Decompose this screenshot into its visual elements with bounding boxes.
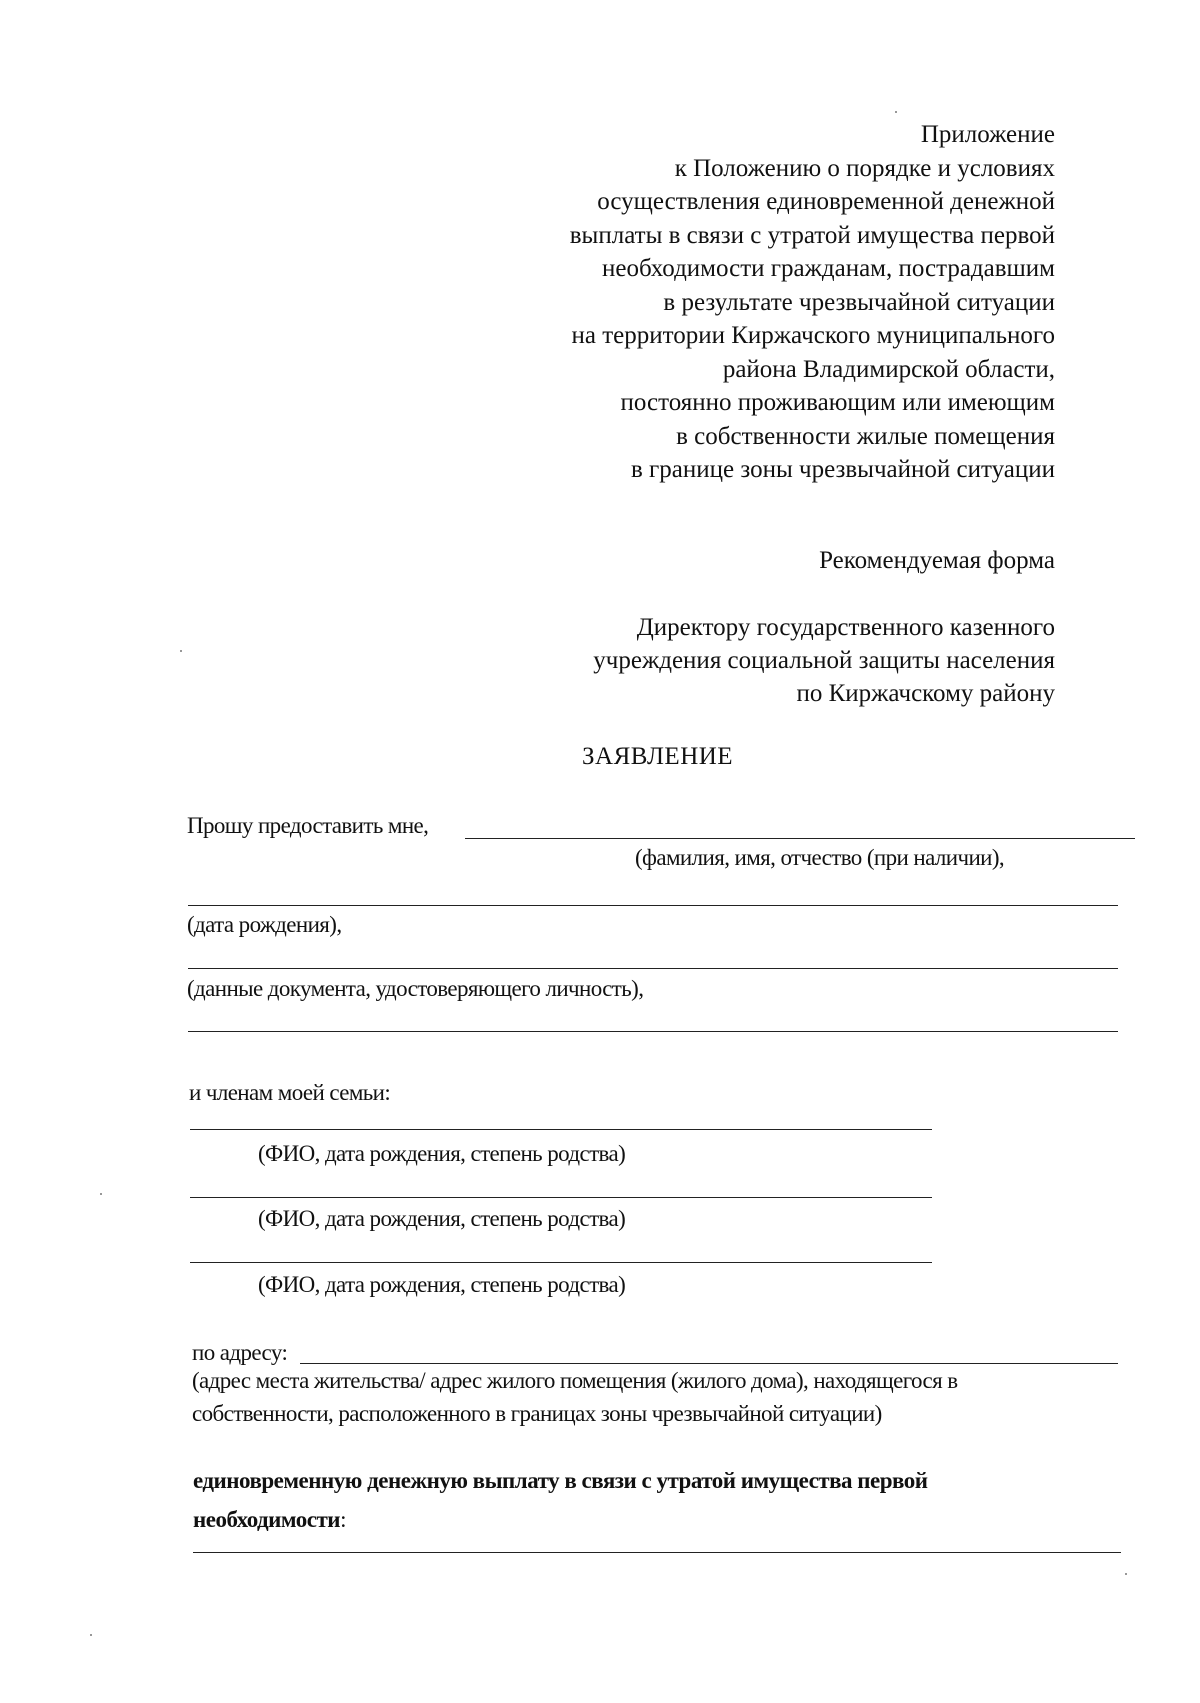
appendix-line: к Положению о порядке и условиях (674, 154, 1055, 182)
payment-text-line-1: единовременную денежную выплату в связи с утратой имущества первой (193, 1468, 928, 1493)
id-document-input-line-2[interactable] (188, 1031, 1118, 1032)
id-document-input-line[interactable] (188, 968, 1118, 969)
appendix-line: выплаты в связи с утратой имущества первой (569, 221, 1055, 249)
id-document-hint: (данные документа, удостоверяющего личность), (187, 976, 644, 1001)
payment-colon: : (340, 1507, 346, 1532)
fio-input-line[interactable] (465, 838, 1135, 839)
family-label: и членам моей семьи: (189, 1080, 391, 1105)
family-member-input-line-1[interactable] (190, 1129, 932, 1130)
payment-input-line[interactable] (193, 1552, 1121, 1553)
appendix-header (570, 118, 1055, 487)
address-hint-line-1: (адрес места жительства/ адрес жилого помещения (жилого дома), находящегося в (192, 1368, 958, 1393)
address-input-line[interactable] (300, 1363, 1118, 1364)
addressee-line: Директору государственного казенного (636, 614, 1055, 641)
family-member-input-line-2[interactable] (190, 1197, 932, 1198)
addressee-line: по Киржачскому району (796, 680, 1055, 707)
addressee-block (593, 611, 1055, 710)
family-member-hint-3: (ФИО, дата рождения, степень родства) (258, 1272, 626, 1297)
appendix-line: района Владимирской области, (722, 355, 1055, 383)
scan-speck (895, 111, 897, 113)
fio-hint: (фамилия, имя, отчество (при наличии), (635, 845, 1005, 870)
payment-necessity-word: необходимости (193, 1507, 341, 1532)
appendix-line: на территории Киржачского муниципального (571, 322, 1055, 349)
scan-speck (90, 1634, 92, 1636)
family-member-hint-2: (ФИО, дата рождения, степень родства) (258, 1206, 626, 1231)
scan-speck (100, 1193, 102, 1195)
request-label: Прошу предоставить мне, (187, 813, 429, 838)
appendix-line: необходимости гражданам, пострадавшим (602, 255, 1055, 282)
family-member-hint-1: (ФИО, дата рождения, степень родства) (258, 1141, 626, 1166)
address-label: по адресу: (192, 1340, 288, 1365)
appendix-line: осуществления единовременной денежной (597, 188, 1055, 215)
appendix-line: Приложение (920, 121, 1055, 148)
birth-date-input-line[interactable] (188, 905, 1118, 906)
addressee-line: учреждения социальной защиты населения (593, 647, 1055, 674)
appendix-line: постоянно проживающим или имеющим (620, 389, 1055, 416)
payment-text-line-2 (193, 1507, 346, 1533)
document-title: ЗАЯВЛЕНИЕ (582, 743, 734, 770)
address-hint-line-2: собственности, расположенного в границах зоны чрезвычайной ситуации) (192, 1401, 882, 1426)
appendix-line: в результате чрезвычайной ситуации (663, 288, 1055, 316)
scan-speck (1125, 1573, 1127, 1575)
recommended-form-label: Рекомендуемая форма (819, 547, 1055, 574)
family-member-input-line-3[interactable] (190, 1262, 932, 1263)
scan-speck (180, 650, 182, 652)
appendix-line: в границе зоны чрезвычайной ситуации (630, 456, 1055, 483)
birth-date-hint: (дата рождения), (187, 912, 342, 937)
appendix-line: в собственности жилые помещения (676, 422, 1055, 450)
